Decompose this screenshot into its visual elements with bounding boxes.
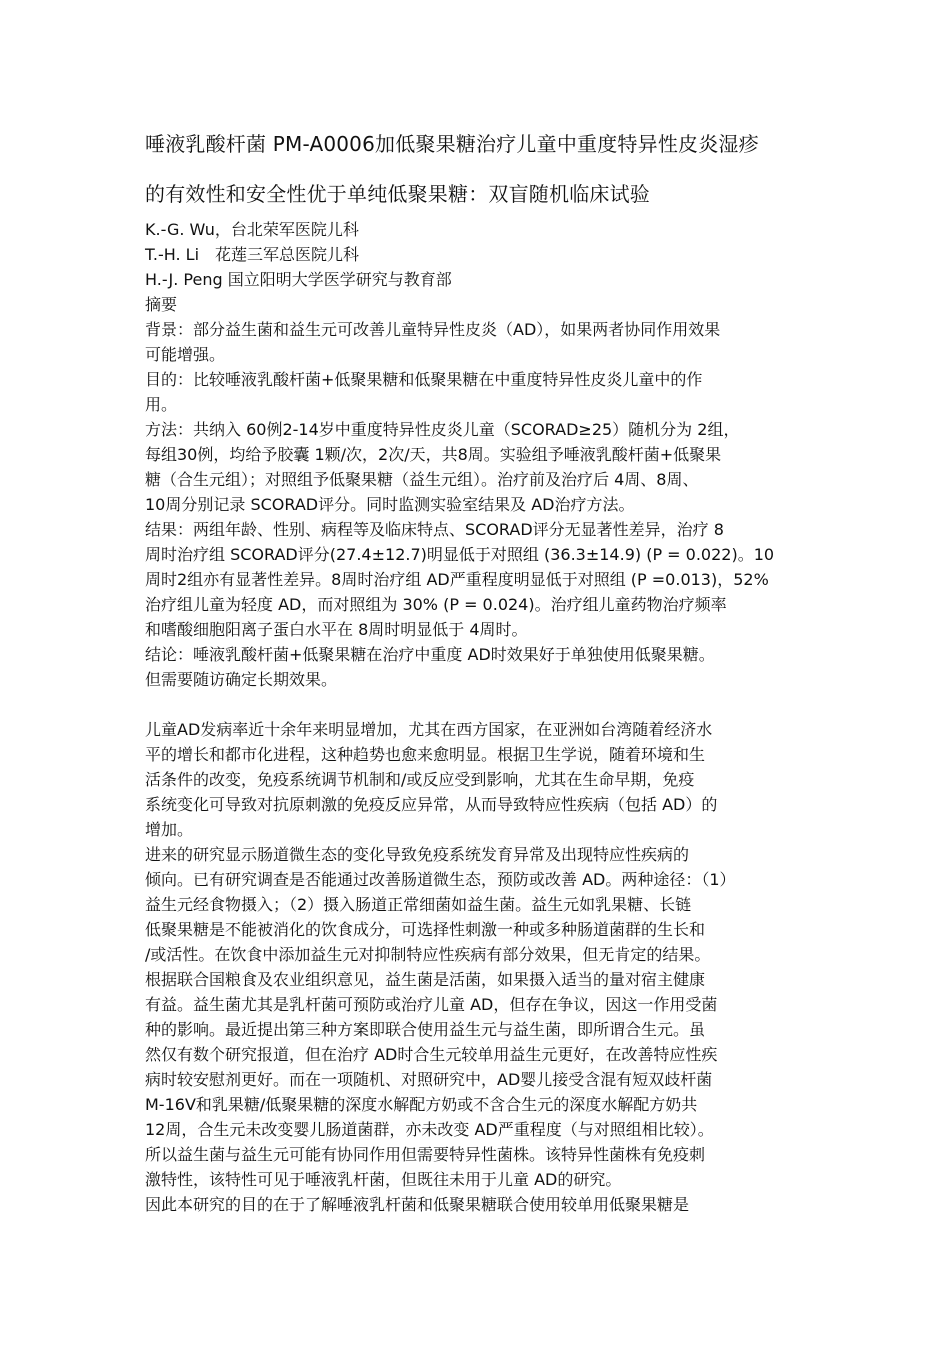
intro-line: 进来的研究显示肠道微生态的变化导致免疫系统发育异常及出现特应性疾病的 <box>145 845 690 864</box>
intro-line: 低聚果糖是不能被消化的饮食成分，可选择性刺激一种或多种肠道菌群的生长和 <box>145 920 706 939</box>
abstract-line: 结果：两组年龄、性别、病程等及临床特点、SCORAD评分无显著性差异，治疗 8 <box>145 520 724 539</box>
author-line-3: H.-J. Peng 国立阳明大学医学研究与教育部 <box>145 270 452 289</box>
intro-line: M-16V和乳果糖/低聚果糖的深度水解配方奶或不含合生元的深度水解配方奶共 <box>145 1095 698 1114</box>
intro-line: 增加。 <box>145 820 194 839</box>
intro-line: 平的增长和都市化进程，这种趋势也愈来愈明显。根据卫生学说，随着环境和生 <box>145 745 706 764</box>
abstract-line: 周时治疗组 SCORAD评分(27.4±12.7)明显低于对照组 (36.3±14.9) (P = 0.022)。10 <box>145 545 775 564</box>
intro-line: 根据联合国粮食及农业组织意见，益生菌是活菌，如果摄入适当的量对宿主健康 <box>145 970 706 989</box>
intro-line: 倾向。已有研究调查是否能通过改善肠道微生态，预防或改善 AD。两种途径：（1） <box>145 870 736 889</box>
author-line-2: T.-H. Li 花莲三军总医院儿科 <box>145 245 360 264</box>
intro-line: 种的影响。最近提出第三种方案即联合使用益生元与益生菌，即所谓合生元。虽 <box>145 1020 706 1039</box>
abstract-line: 方法：共纳入 60例2-14岁中重度特异性皮炎儿童（SCORAD≥25）随机分为 2组， <box>145 420 740 439</box>
abstract-line: 每组30例，均给予胶囊 1颗/次，2次/天，共8周。实验组予唾液乳酸杆菌+低聚果 <box>145 445 722 464</box>
intro-line: 激特性，该特性可见于唾液乳杆菌，但既往未用于儿童 AD的研究。 <box>145 1170 622 1189</box>
abstract-line: 结论：唾液乳酸杆菌+低聚果糖在治疗中重度 AD时效果好于单独使用低聚果糖。 <box>145 645 715 664</box>
abstract-line: 治疗组儿童为轻度 AD，而对照组为 30% (P = 0.024)。治疗组儿童药物治疗频率 <box>145 595 727 614</box>
intro-line: 12周，合生元未改变婴儿肠道菌群，亦未改变 AD严重程度（与对照组相比较）。 <box>145 1120 714 1139</box>
intro-line: 系统变化可导致对抗原刺激的免疫反应异常，从而导致特应性疾病（包括 AD）的 <box>145 795 718 814</box>
title-line-2: 的有效性和安全性优于单纯低聚果糖：双盲随机临床试验 <box>145 182 650 206</box>
abstract-line: 目的：比较唾液乳酸杆菌+低聚果糖和低聚果糖在中重度特异性皮炎儿童中的作 <box>145 370 703 389</box>
title-line-1: 唾液乳酸杆菌 PM-A0006加低聚果糖治疗儿童中重度特异性皮炎湿疹 <box>145 132 759 156</box>
intro-line: /或活性。在饮食中添加益生元对抑制特应性疾病有部分效果，但无肯定的结果。 <box>145 945 711 964</box>
intro-line: 益生元经食物摄入；（2）摄入肠道正常细菌如益生菌。益生元如乳果糖、长链 <box>145 895 692 914</box>
intro-line: 有益。益生菌尤其是乳杆菌可预防或治疗儿童 AD，但存在争议，因这一作用受菌 <box>145 995 718 1014</box>
intro-line: 病时较安慰剂更好。而在一项随机、对照研究中，AD婴儿接受含混有短双歧杆菌 <box>145 1070 713 1089</box>
abstract-line: 糖（合生元组）；对照组予低聚果糖（益生元组）。治疗前及治疗后 4周、8周、 <box>145 470 699 489</box>
abstract-line: 背景：部分益生菌和益生元可改善儿童特异性皮炎（AD），如果两者协同作用效果 <box>145 320 721 339</box>
intro-line: 儿童AD发病率近十余年来明显增加，尤其在西方国家，在亚洲如台湾随着经济水 <box>145 720 713 739</box>
intro-line: 然仅有数个研究报道，但在治疗 AD时合生元较单用益生元更好，在改善特应性疾 <box>145 1045 718 1064</box>
intro-line: 所以益生菌与益生元可能有协同作用但需要特异性菌株。该特异性菌株有免疫刺 <box>145 1145 706 1164</box>
abstract-line: 10周分别记录 SCORAD评分。同时监测实验室结果及 AD治疗方法。 <box>145 495 635 514</box>
author-line-1: K.-G. Wu，台北荣军医院儿科 <box>145 220 359 239</box>
abstract-line: 但需要随访确定长期效果。 <box>145 670 338 689</box>
intro-line: 因此本研究的目的在于了解唾液乳杆菌和低聚果糖联合使用较单用低聚果糖是 <box>145 1195 690 1214</box>
abstract-line: 用。 <box>145 395 178 414</box>
abstract-line: 周时2组亦有显著性差异。8周时治疗组 AD严重程度明显低于对照组 (P =0.013)，52% <box>145 570 769 589</box>
abstract-heading: 摘要 <box>145 295 178 314</box>
abstract-line: 可能增强。 <box>145 345 226 364</box>
intro-line: 活条件的改变，免疫系统调节机制和/或反应受到影响，尤其在生命早期，免疫 <box>145 770 695 789</box>
abstract-line: 和嗜酸细胞阳离子蛋白水平在 8周时明显低于 4周时。 <box>145 620 528 639</box>
